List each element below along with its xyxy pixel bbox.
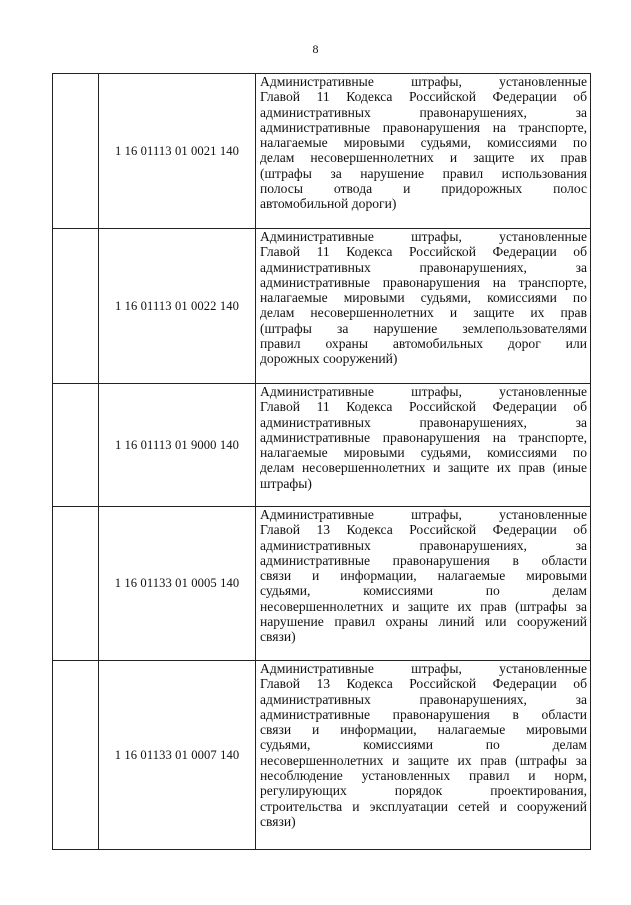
description-line: административные правонарушения в области: [260, 706, 587, 722]
description-line: полосы отвода и придорожных полос: [260, 181, 587, 197]
table-row: [53, 229, 591, 384]
description-line: административные правонарушения в области: [260, 552, 587, 568]
description-cell: [256, 384, 591, 507]
description-line: делам несовершеннолетних и защите их прав (иные: [260, 460, 587, 476]
description-line: налагаемые мировыми судьями, комиссиями по: [260, 445, 587, 461]
blank-cell: [53, 384, 99, 507]
description-line: делам несовершеннолетних и защите их прав: [260, 150, 587, 166]
description-line: (штрафы за нарушение правил использования: [260, 165, 587, 181]
description-line: (штрафы за нарушение землепользователями: [260, 320, 587, 336]
description-line: Административные штрафы, установленные: [260, 74, 587, 89]
description-cell: [256, 74, 591, 229]
budget-code-cell: 1 16 01133 01 0007 140: [99, 661, 256, 850]
description-line: несовершеннолетних и защите их прав (штрафы за: [260, 752, 587, 768]
description-line: судьями, комиссиями по делам: [260, 737, 587, 753]
description-cell: [256, 507, 591, 661]
description-line: Главой 11 Кодекса Российской Федерации об: [260, 89, 587, 105]
budget-code-cell: 1 16 01113 01 0022 140: [99, 229, 256, 384]
description-line: административных правонарушениях, за: [260, 104, 587, 120]
description-line: административные правонарушения на транспорте,: [260, 274, 587, 290]
page-number: 8: [312, 42, 319, 56]
description-line: Административные штрафы, установленные: [260, 229, 587, 244]
description-line: административных правонарушениях, за: [260, 537, 587, 553]
description-line: штрафы): [260, 475, 312, 491]
description-line: правил охраны автомобильных дорог или: [260, 336, 587, 352]
description-line: Главой 11 Кодекса Российской Федерации об: [260, 244, 587, 260]
description-line: строительства и эксплуатации сетей и сооружений: [260, 798, 587, 814]
description-line: нарушение правил охраны линий или сооружений: [260, 614, 587, 630]
description-line: несовершеннолетних и защите их прав (штрафы за: [260, 598, 587, 614]
description-line: административных правонарушениях, за: [260, 414, 587, 430]
description-line: связи): [260, 813, 296, 829]
description-line: административные правонарушения на транспорте,: [260, 119, 587, 135]
description-line: связи и информации, налагаемые мировыми: [260, 568, 587, 584]
blank-cell: [53, 661, 99, 850]
description-line: Главой 13 Кодекса Российской Федерации об: [260, 676, 587, 692]
description-line: Административные штрафы, установленные: [260, 384, 587, 399]
blank-cell: [53, 507, 99, 661]
budget-codes-table: [52, 73, 591, 850]
description-line: Административные штрафы, установленные: [260, 661, 587, 676]
budget-code-cell: 1 16 01133 01 0005 140: [99, 507, 256, 661]
description-line: административных правонарушениях, за: [260, 259, 587, 275]
description-line: несоблюдение установленных правил и норм,: [260, 768, 587, 784]
description-line: регулирующих порядок проектирования,: [260, 783, 587, 799]
table-row: [53, 384, 591, 507]
budget-code-cell: 1 16 01113 01 9000 140: [99, 384, 256, 507]
description-line: связи): [260, 629, 296, 645]
table-row: [53, 74, 591, 229]
description-cell: [256, 229, 591, 384]
description-line: Главой 13 Кодекса Российской Федерации об: [260, 522, 587, 538]
description-line: Главой 11 Кодекса Российской Федерации об: [260, 399, 587, 415]
table-row: [53, 661, 591, 850]
blank-cell: [53, 229, 99, 384]
budget-code-cell: 1 16 01113 01 0021 140: [99, 74, 256, 229]
description-line: налагаемые мировыми судьями, комиссиями по: [260, 290, 587, 306]
description-line: делам несовершеннолетних и защите их прав: [260, 305, 587, 321]
description-line: судьями, комиссиями по делам: [260, 583, 587, 599]
description-line: налагаемые мировыми судьями, комиссиями по: [260, 135, 587, 151]
description-cell: [256, 661, 591, 850]
description-line: дорожных сооружений): [260, 351, 398, 367]
description-line: связи и информации, налагаемые мировыми: [260, 722, 587, 738]
description-line: административных правонарушениях, за: [260, 691, 587, 707]
description-line: Административные штрафы, установленные: [260, 507, 587, 522]
blank-cell: [53, 74, 99, 229]
table-row: [53, 507, 591, 661]
description-line: автомобильной дороги): [260, 196, 397, 212]
description-line: административные правонарушения на транспорте,: [260, 429, 587, 445]
